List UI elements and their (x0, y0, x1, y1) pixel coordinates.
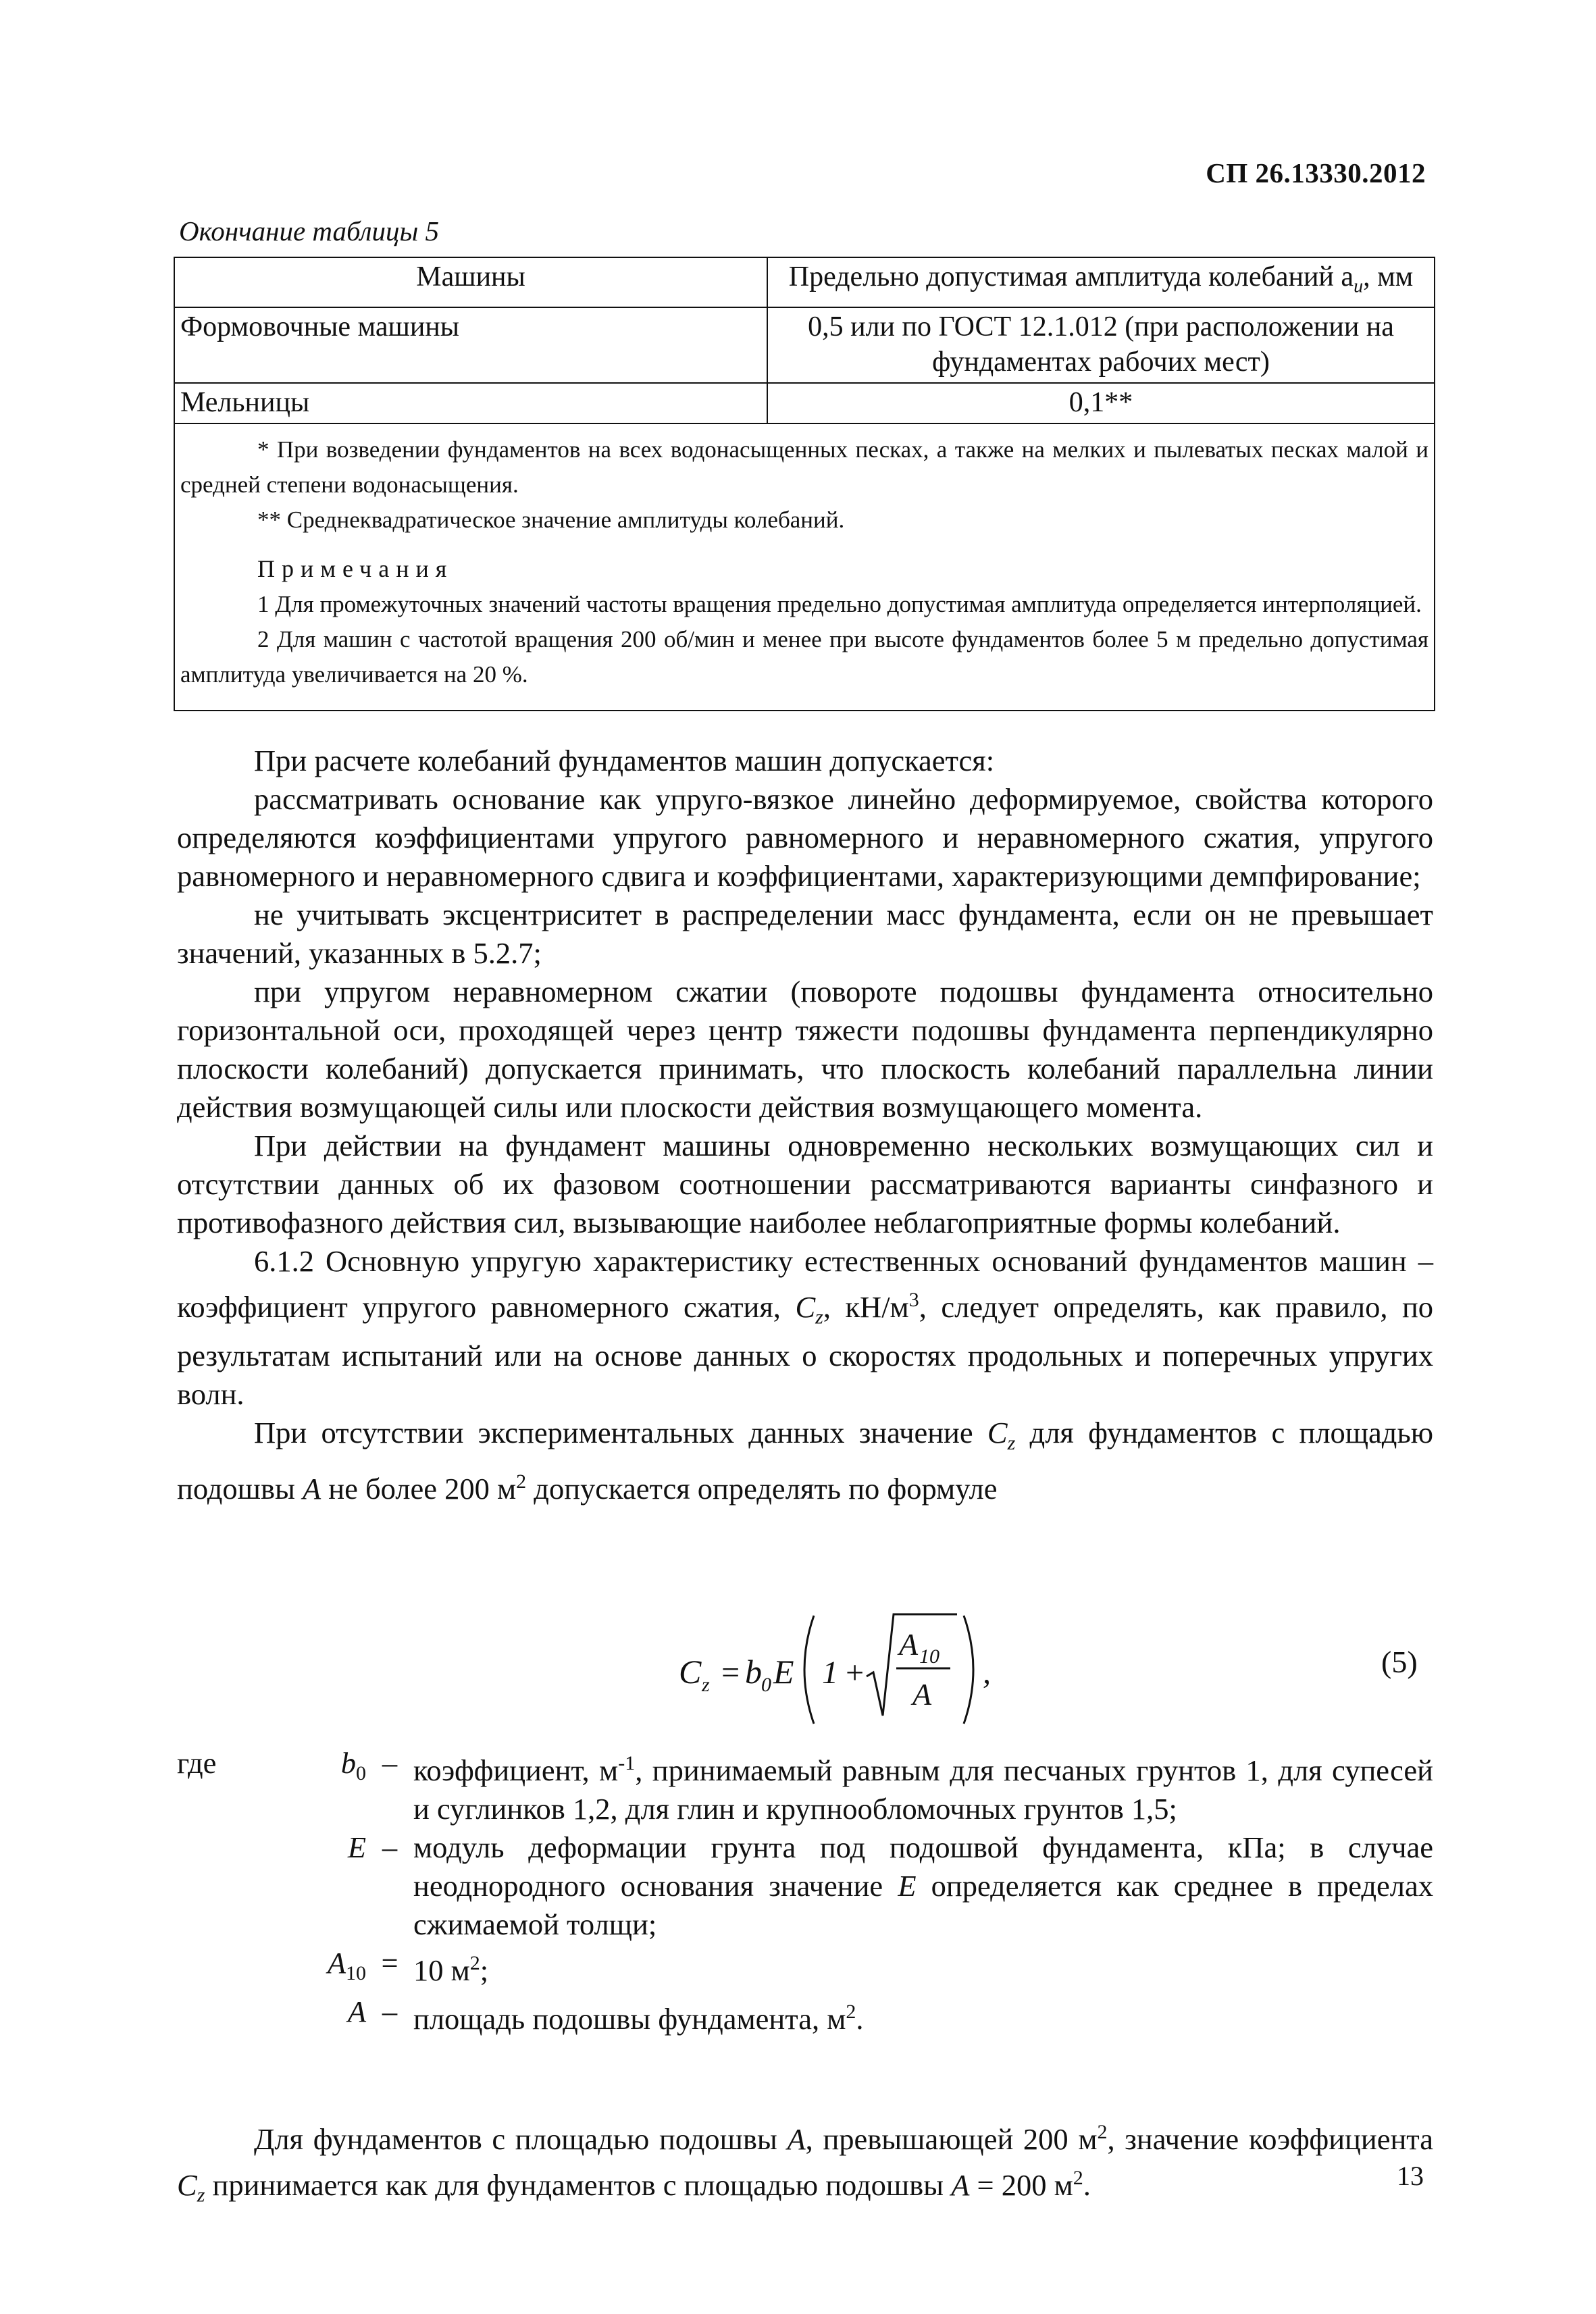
legend-row (177, 1992, 1433, 2038)
table-5 (174, 257, 1435, 711)
paragraph: При отсутствии экспериментальных данных значение $C_z$ для фундаментов с площадью подошвы A не более 200 $м^2$ допускается определять по формуле (177, 1415, 1433, 1506)
footnote: ** Среднеквадратическое значение амплитуды колебаний. (257, 507, 845, 534)
right-paren (964, 1616, 973, 1724)
table-row (174, 383, 1435, 423)
formula-graphic (679, 1602, 1003, 1737)
legend-symbol: E (347, 1830, 366, 1864)
header-machines: Машины (174, 257, 767, 307)
cell-machine: Формовочные машины (174, 307, 767, 383)
paragraph: Для фундаментов с площадью подошвы A, превышающей 200 $м^2$, значение коэффициента $C_z$ принимается как для фундаментов с площадью подошвы A = 200 $м^2$. (177, 2121, 1433, 2207)
formula-lhs-sub: z (702, 1674, 710, 1696)
paragraph: При действии на фундамент машины одновременно нескольких возмущающих сил и отсутствии данных об их фазовом соотношении рассматриваются варианты синфазного и противофазного действия сил, вызывающие наиболее неблагоприятные формы колебаний. (177, 1129, 1433, 1239)
left-paren (804, 1616, 814, 1724)
legend-description: коэффициент, $м^{-1}$, принимаемый равным для песчаных грунтов 1, для супесей и суглинков 1,2, для глин и крупнообломочных грунтов 1,5; (413, 1752, 1434, 1826)
legend-dash: – (382, 1830, 398, 1864)
legend-dash: – (382, 1746, 398, 1780)
formula-numerator-sub: 10 (919, 1645, 939, 1668)
formula-numerator: A (899, 1627, 919, 1662)
legend-row (177, 1744, 1433, 1828)
formula-E: E (773, 1653, 794, 1691)
cell-amplitude: 0,1** (767, 383, 1435, 423)
legend-description: 10 $м^2$; (413, 1951, 489, 1987)
document-code: СП 26.13330.2012 (1206, 157, 1426, 188)
formula-eq: = (719, 1655, 742, 1691)
legend-symbol: $b_0$ (340, 1746, 366, 1784)
table-row (174, 307, 1435, 383)
legend-dash: = (381, 1945, 398, 1980)
table-caption: Окончание таблицы 5 (179, 215, 440, 247)
paragraph: При расчете колебаний фундаментов машин допускается: (254, 744, 995, 777)
page-number: 13 (1397, 2161, 1424, 2191)
note: 1 Для промежуточных значений частоты вращения предельно допустимая амплитуда определяется интерполяцией. (257, 591, 1422, 618)
legend-where: где (177, 1746, 217, 1780)
cell-machine: Мельницы (174, 383, 767, 423)
table-notes (174, 423, 1435, 711)
note: 2 Для машин с частотой вращения 200 об/мин и менее при высоте фундаментов более 5 м предельно допустимая амплитуда увеличивается на 20 %. (180, 626, 1428, 688)
header-amplitude: Предельно допустимая амплитуда колебаний $a_u$, мм (767, 257, 1435, 307)
table-header-row (174, 257, 1435, 307)
formula-plus: + (844, 1655, 866, 1691)
formula-b: b (745, 1653, 762, 1691)
formula-trail: , (983, 1655, 991, 1691)
legend-row (177, 1944, 1433, 1992)
formula-5 (679, 1602, 1418, 1737)
paragraph-6-1-2: 6.1.2 Основную упругую характеристику естественных оснований фундаментов машин – коэффициент упругого равномерного сжатия, $C_z$, $кН/м^3$, следует определять, как правило, по результатам испытаний или на основе данных о скоростях продольных и поперечных упругих волн. (177, 1244, 1434, 1411)
legend-symbol: $A_{10}$ (327, 1945, 366, 1984)
paragraph: не учитывать эксцентриситет в распределении масс фундамента, если он не превышает значений, указанных в 5.2.7; (177, 898, 1433, 970)
notes-title: Примечания (257, 555, 454, 583)
table-notes-row (174, 423, 1435, 711)
legend-description: площадь подошвы фундамента, $м^2$. (413, 2000, 864, 2036)
paragraph: при упругом неравномерном сжатии (повороте подошвы фундамента относительно горизонтальной оси, проходящей через центр тяжести подошвы фундамента перпендикулярно плоскости колебаний) допускается принимать, что плоскость колебаний параллельна линии действия возмущающей силы или плоскости действия возмущающего момента. (177, 975, 1433, 1124)
footnote: * При возведении фундаментов на всех водонасыщенных песках, а также на мелких и пылеватых песках малой и средней степени водонасыщения. (180, 436, 1428, 498)
legend-row (177, 1828, 1433, 1944)
formula-number: (5) (1381, 1645, 1418, 1679)
legend-dash: – (382, 1994, 398, 2028)
closing-paragraph (177, 2113, 1433, 2215)
formula-lhs: C (679, 1653, 702, 1691)
symbol-legend (177, 1744, 1433, 2038)
legend-symbol: A (347, 1994, 366, 2028)
cell-amplitude: 0,5 или по ГОСТ 12.1.012 (при расположении на фундаментах рабочих мест) (767, 307, 1435, 383)
body-text (177, 742, 1433, 1508)
legend-description: модуль деформации грунта под подошвой фундамента, кПа; в случае неоднородного основания значение E определяется как среднее в пределах сжимаемой толщи; (413, 1830, 1433, 1941)
formula-b-sub: 0 (761, 1674, 771, 1696)
formula-denominator: A (912, 1677, 932, 1712)
formula-one: 1 (822, 1655, 838, 1691)
paragraph: рассматривать основание как упруго-вязкое линейно деформируемое, свойства которого определяются коэффициентами упругого равномерного и неравномерного сжатия, упругого равномерного и неравномерного сдвига и коэффициентами, характеризующими демпфирование; (177, 782, 1433, 893)
